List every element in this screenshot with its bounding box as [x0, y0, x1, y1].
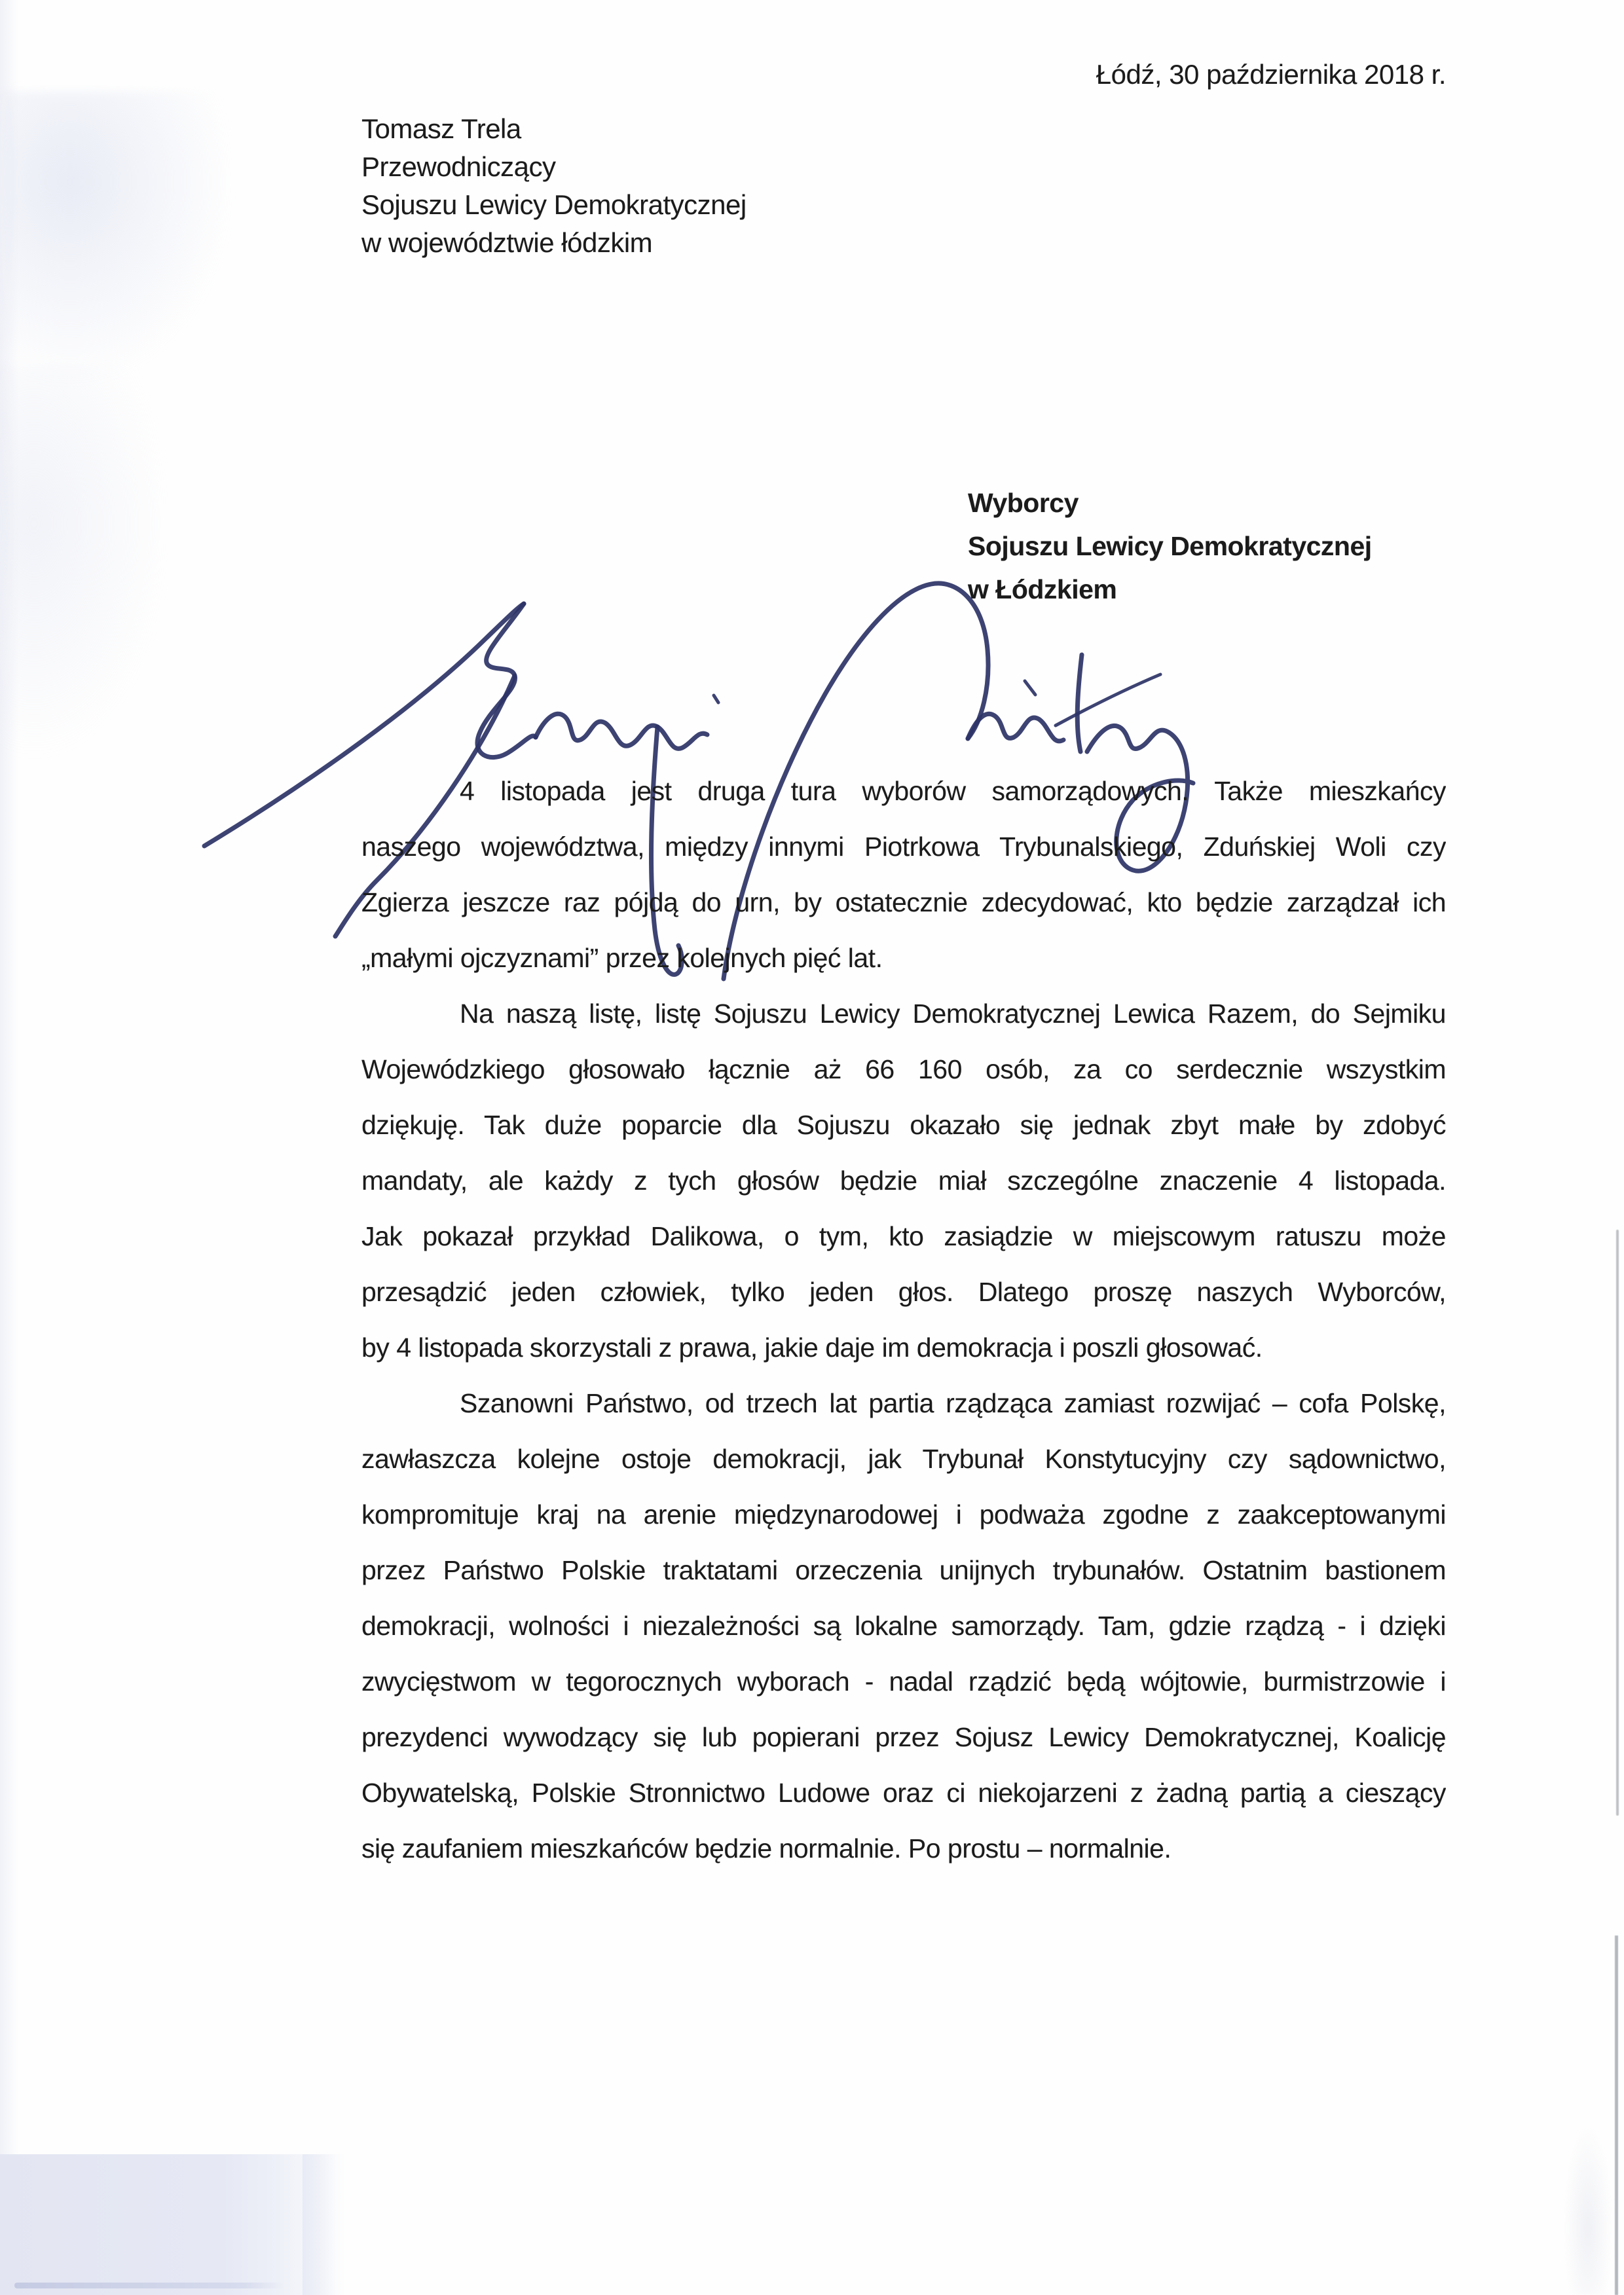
body-line: Zgierza jeszcze raz pójdą do urn, by ostatecznie zdecydować, kto będzie zarządzał ich [361, 887, 1446, 917]
paragraph [361, 986, 1446, 1376]
sender-block [361, 110, 747, 262]
body-line: zwycięstwom w tegorocznych wyborach - nadal rządzić będą wójtowie, burmistrzowie i [361, 1666, 1446, 1697]
body-line: demokracji, wolności i niezależności są lokalne samorządy. Tam, gdzie rządzą - i dzięki [361, 1611, 1446, 1641]
body-line: przez Państwo Polskie traktatami orzeczenia unijnych trybunałów. Ostatnim bastionem [361, 1555, 1446, 1585]
body-line: przesądzić jeden człowiek, tylko jeden głos. Dlatego proszę naszych Wyborców, [361, 1277, 1446, 1307]
letter-body [361, 763, 1446, 1877]
paragraph [361, 763, 1446, 986]
date-line: Łódź, 30 października 2018 r. [1096, 59, 1446, 90]
recipient-block [968, 481, 1372, 611]
sender-name: Tomasz Trela [361, 113, 521, 144]
body-line: naszego województwa, między innymi Piotrkowa Trybunalskiego, Zduńskiej Woli czy [361, 832, 1446, 862]
body-line: Wojewódzkiego głosowało łącznie aż 66 160 osób, za co serdecznie wszystkim [361, 1054, 1446, 1084]
body-line: Szanowni Państwo, od trzech lat partia rządząca zamiast rozwijać – cofa Polskę, [460, 1388, 1446, 1418]
sender-title: Przewodniczący [361, 151, 556, 182]
sender-region: w województwie łódzkim [361, 227, 653, 258]
recipient-line: Wyborcy [968, 488, 1079, 518]
scan-artifact-bottom-left [0, 2154, 347, 2295]
scan-artifact-top-left [4, 92, 240, 393]
body-line: Obywatelską, Polskie Stronnictwo Ludowe oraz ci niekojarzeni z żadną partią a cieszący [361, 1778, 1446, 1808]
body-line: się zaufaniem mieszkańców będzie normalnie. Po prostu – normalnie. [361, 1833, 1172, 1864]
scan-artifact-bottom-streak [303, 2154, 337, 2295]
body-line: „małymi ojczyznami” przez kolejnych pięć lat. [361, 943, 883, 973]
body-line: by 4 listopada skorzystali z prawa, jakie daje im demokracja i poszli głosować. [361, 1332, 1263, 1363]
body-line: zawłaszcza kolejne ostoje demokracji, jak Trybunał Konstytucyjny czy sądownictwo, [361, 1444, 1446, 1474]
body-line: Na naszą listę, listę Sojuszu Lewicy Demokratycznej Lewica Razem, do Sejmiku [460, 999, 1446, 1029]
scan-artifact-left-mid [0, 367, 170, 760]
scan-artifact-right-line-upper [1616, 1230, 1619, 1816]
body-line: prezydenci wywodzący się lub popierani przez Sojusz Lewicy Demokratycznej, Koalicję [361, 1722, 1446, 1752]
recipient-line: Sojuszu Lewicy Demokratycznej [968, 531, 1372, 561]
sender-party: Sojuszu Lewicy Demokratycznej [361, 189, 747, 220]
scan-artifact-bottom-right [1565, 2128, 1611, 2295]
recipient-line: w Łódzkiem [968, 574, 1117, 604]
body-line: mandaty, ale każdy z tych głosów będzie miał szczególne znaczenie 4 listopada. [361, 1166, 1446, 1196]
scan-artifact-bottom-line [14, 2283, 284, 2288]
body-line: Jak pokazał przykład Dalikowa, o tym, kto zasiądzie w miejscowym ratuszu może [361, 1221, 1446, 1251]
body-line: 4 listopada jest druga tura wyborów samorządowych. Także mieszkańcy [460, 776, 1446, 806]
body-line: kompromituje kraj na arenie międzynarodowej i podważa zgodne z zaakceptowanymi [361, 1499, 1446, 1530]
scan-artifact-right-line-lower [1615, 1936, 1618, 2295]
paragraph [361, 1376, 1446, 1877]
body-line: dziękuję. Tak duże poparcie dla Sojuszu okazało się jednak zbyt małe by zdobyć [361, 1110, 1446, 1140]
